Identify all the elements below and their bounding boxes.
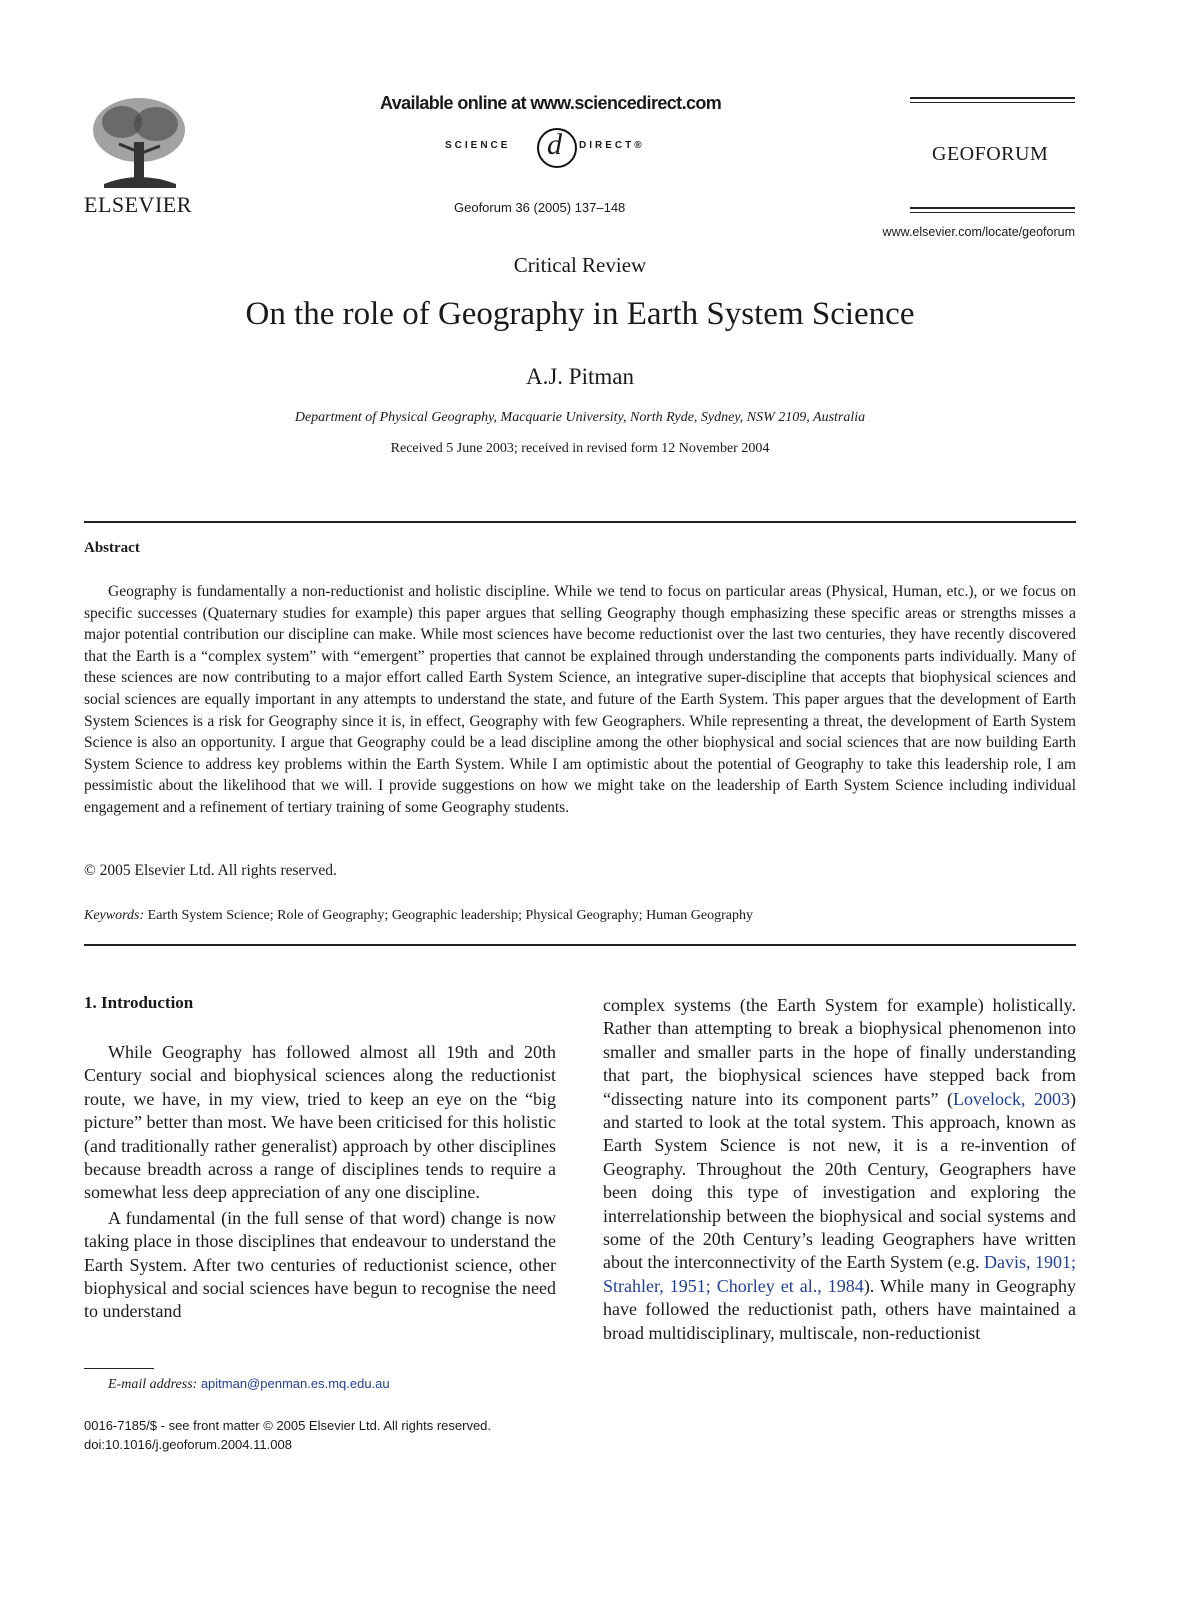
ref-chorley-1984[interactable]: Chorley et al., 1984 [716,1275,864,1296]
journal-name: GEOFORUM [932,143,1049,165]
sciencedirect-right: DIRECT® [579,140,645,151]
sciencedirect-logo [445,128,725,168]
paper-title: On the role of Geography in Earth System Science [245,296,915,332]
right-paragraph [603,994,1076,1345]
elsevier-wordmark: ELSEVIER [84,192,192,217]
footnote-rule [84,1368,154,1369]
ref-separator-2: ; [705,1275,717,1296]
elsevier-logo [84,92,194,222]
citation: Geoforum 36 (2005) 137–148 [454,200,626,215]
right-column [603,994,1076,1345]
email-label: E-mail address: [108,1377,198,1392]
doi[interactable]: doi:10.1016/j.geoforum.2004.11.008 [84,1437,292,1452]
elsevier-tree-icon [84,92,194,192]
abstract-copyright: © 2005 Elsevier Ltd. All rights reserved. [84,862,337,879]
journal-rule-bottom-1 [910,207,1075,209]
journal-rule-top-1 [910,97,1075,99]
ref-strahler-1951[interactable]: Strahler, 1951 [603,1275,706,1296]
right-text-b: ) and started to look at the total system. This approach, known as Earth System Science is not new, it is a re-invention of Geography. Throughout the 20th Century, Geographers have been doing this type of investigation and exploring the interrelationship between the biophysical and social systems and some of the 20th Century’s leading Geographers have written about the interconnectivity of the Earth System (e.g. [603,1088,1076,1273]
left-paragraph-2: A fundamental (in the full sense of that word) change is now taking place in those disciplines that endeavour to understand the Earth System. After two centuries of reductionist science, other biophysical and social sciences have begun to recognise the need to understand [84,1207,556,1322]
ref-lovelock-2003[interactable]: Lovelock, 2003 [953,1088,1070,1109]
email-link[interactable]: apitman@penman.es.mq.edu.au [200,1376,390,1391]
left-column [84,1041,556,1324]
abstract-heading: Abstract [84,540,140,556]
section-heading-introduction: 1. Introduction [84,993,194,1012]
received-dates: Received 5 June 2003; received in revised form 12 November 2004 [390,441,770,456]
author: A.J. Pitman [526,364,634,389]
abstract-rule-bottom [84,944,1076,946]
section-label: Critical Review [513,253,647,277]
journal-url[interactable]: www.elsevier.com/locate/geoforum [882,225,1075,239]
sciencedirect-left: SCIENCE [445,140,511,151]
journal-rule-bottom-2 [910,212,1075,213]
keywords [84,908,753,924]
keywords-label: Keywords: [84,908,145,923]
keywords-list: Earth System Science; Role of Geography; Geographic leadership; Physical Geography; Human Geography [147,908,753,923]
footnote-email [108,1376,390,1393]
ref-separator-1: ; [1070,1252,1076,1273]
abstract-rule-top [84,521,1076,523]
left-paragraph-1: While Geography has followed almost all 19th and 20th Century social and biophysical sciences along the reductionist route, we have, in my view, tried to keep an eye on the “big picture” better than most. We have been criticised for this holistic (and traditionally rather generalist) approach by other disciplines because breadth across a range of disciplines tends to require a somewhat less deep appreciation of any one discipline. [84,1042,556,1203]
journal-rule-top-2 [910,102,1075,103]
right-text-c: ). While many in Geography have followed the reductionist path, others have maintained a broad multidisciplinary, multiscale, non-reductionist [603,1275,1076,1343]
sciencedirect-mark: d [547,128,562,161]
available-online: Available online at www.sciencedirect.com [380,93,722,113]
affiliation: Department of Physical Geography, Macquarie University, North Ryde, Sydney, NSW 2109, Australia [294,410,866,425]
abstract-text: Geography is fundamentally a non-reductionist and holistic discipline. While we tend to focus on particular areas (Physical, Human, etc.), or we focus on specific successes (Quaternary studies for example) this paper argues that selling Geography though emphasizing these specific areas or strengths misses a major potential contribution our discipline can make. While most sciences have become reductionist over the last two centuries, they have recently discovered that the Earth is a “complex system” with “emergent” properties that cannot be explained through understanding the components parts individually. Many of these sciences are now contributing to a major effort called Earth System Science, an integrative super-discipline that accepts that biophysical sciences and social sciences are equally important in any attempts to understand the state, and future of the Earth System. This paper argues that the development of Earth System Sciences is a risk for Geography since it is, in effect, Geography with few Geographers. While representing a threat, the development of Earth System Science is also an opportunity. I argue that Geography could be a lead discipline among the other biophysical and social sciences that are now building Earth System Science to address key problems within the Earth System. While I am optimistic about the potential of Geography to take this leadership role, I am pessimistic about the likelihood that we will. I provide suggestions on how we might take on the leadership of Earth System Science including individual engagement and a refinement of tertiary training of some Geography students. [84,583,1076,816]
issn-line: 0016-7185/$ - see front matter © 2005 Elsevier Ltd. All rights reserved. [84,1418,492,1433]
ref-davis-1901[interactable]: Davis, 1901 [983,1252,1071,1273]
sciencedirect-at-icon [537,128,577,168]
right-text-a: complex systems (the Earth System for example) holistically. Rather than attempting to break a biophysical phenomenon into smaller and smaller parts in the hope of finally understanding that part, the biophysical sciences have stepped back from “dissecting nature into its component parts” ( [603,995,1076,1109]
